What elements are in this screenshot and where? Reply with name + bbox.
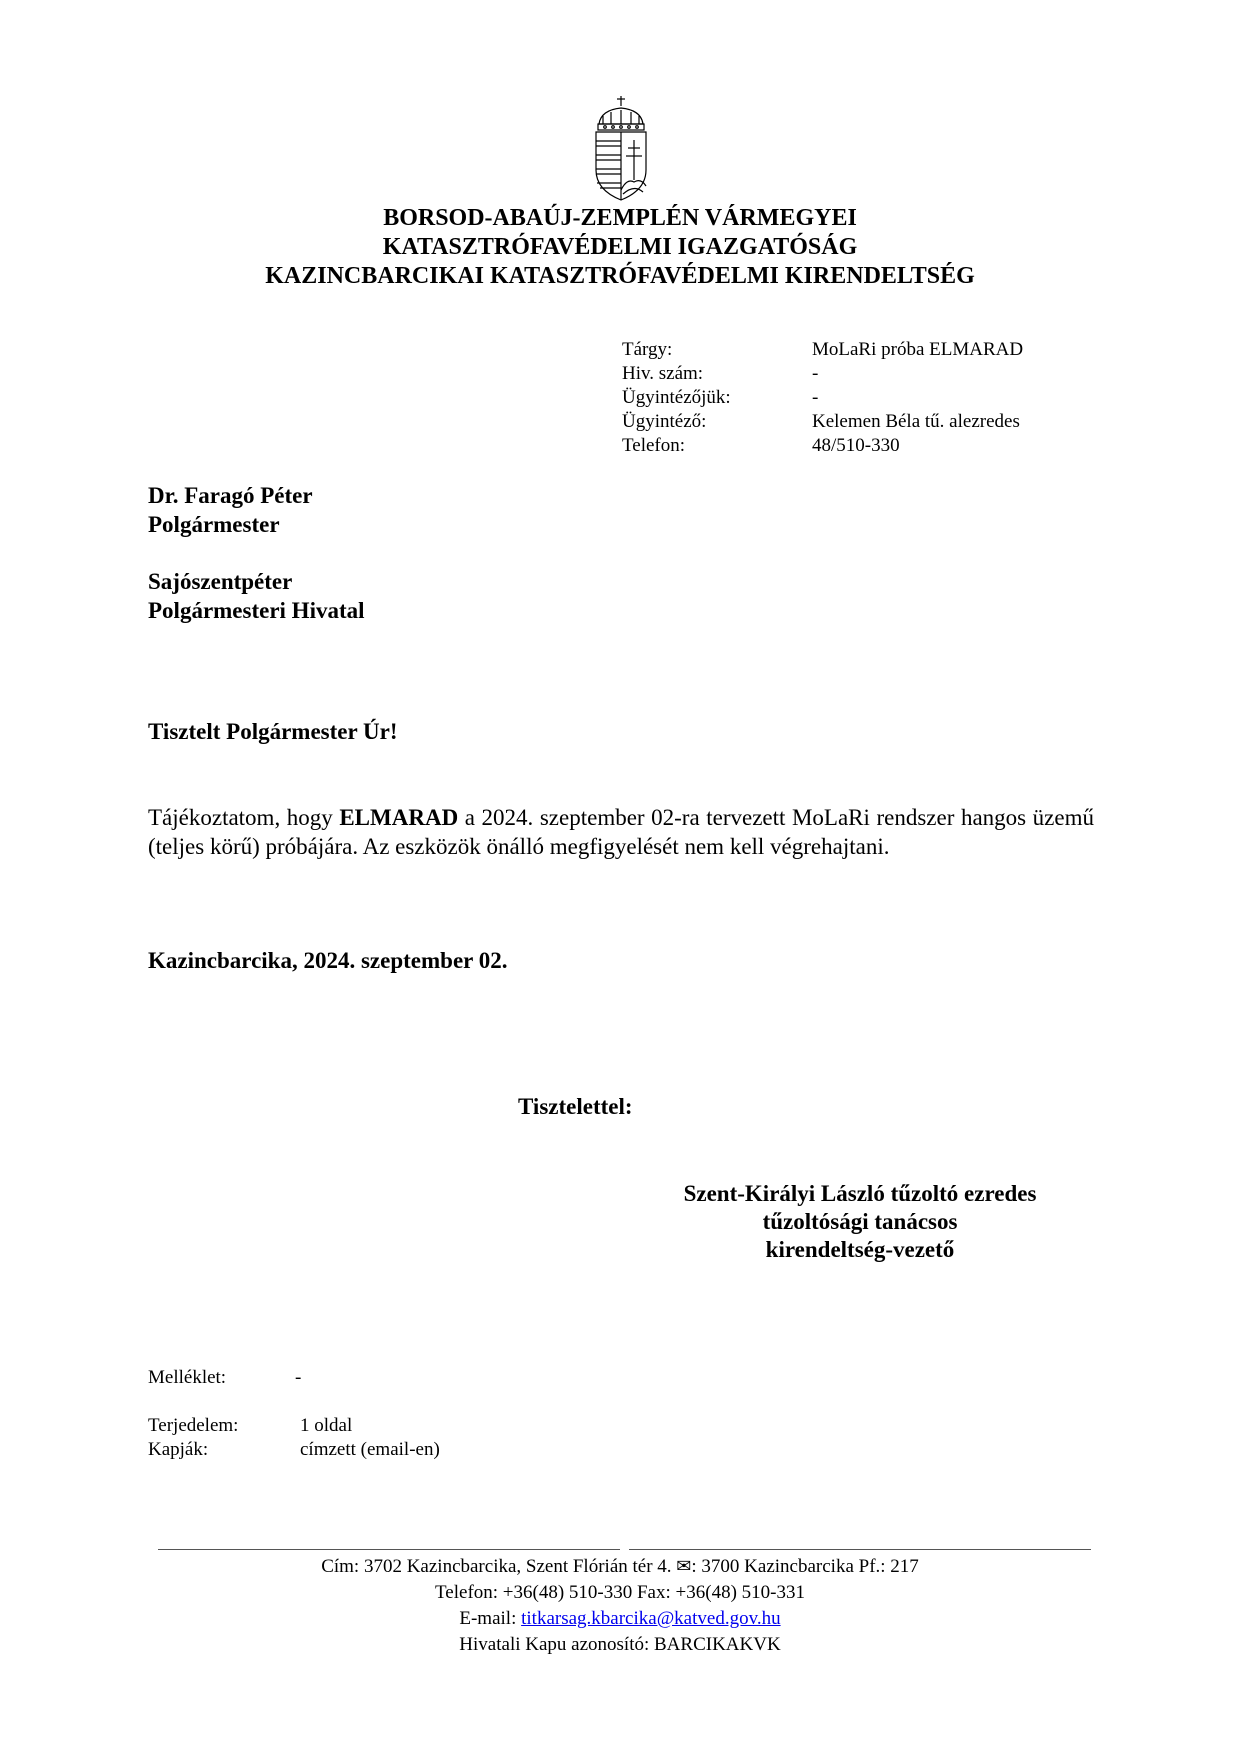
meta-label: Ügyintézőjük:: [622, 387, 731, 408]
meta-row-clerk: [622, 410, 1182, 434]
meta-label: Ügyintéző:: [622, 411, 707, 432]
meta-value: -: [812, 363, 819, 384]
header-line-3: KAZINCBARCIKAI KATASZTRÓFAVÉDELMI KIRENDELTSÉG: [265, 263, 975, 289]
extent-row: [148, 1414, 648, 1438]
meta-label: Hiv. szám:: [622, 363, 704, 384]
footer-phone-fax: Telefon: +36(48) 510-330 Fax: +36(48) 510-331: [435, 1582, 805, 1603]
recipient-city: Sajószentpéter: [148, 569, 293, 594]
attachment-label: Melléklet:: [148, 1367, 227, 1388]
attachment-value: -: [295, 1367, 302, 1388]
recipient-title: Polgármester: [148, 512, 280, 537]
meta-value: MoLaRi próba ELMARAD: [812, 339, 1024, 360]
coat-of-arms-icon: [593, 94, 649, 202]
body-text-after: a 2024. szeptember 02-ra tervezett MoLaRi rendszer hangos üzemű (teljes körű) próbájára. Az eszközök önálló megfigyelését nem kell végrehajtani.: [148, 805, 1094, 859]
recipient-office: Polgármesteri Hivatal: [148, 598, 365, 623]
attachment-row: [148, 1366, 648, 1390]
recipients-label: Kapják:: [148, 1439, 209, 1460]
salutation: Tisztelt Polgármester Úr!: [148, 719, 398, 744]
footer-kapu-id: Hivatali Kapu azonosító: BARCIKAKVK: [459, 1634, 781, 1655]
header-line-1: BORSOD-ABAÚJ-ZEMPLÉN VÁRMEGYEI: [383, 205, 857, 231]
body-text-before: Tájékoztatom, hogy: [148, 805, 340, 830]
signature-position: kirendeltség-vezető: [765, 1237, 955, 1262]
meta-value: Kelemen Béla tű. alezredes: [812, 411, 1020, 432]
meta-label: Tárgy:: [622, 339, 673, 360]
extent-label: Terjedelem:: [148, 1415, 239, 1436]
body-text-bold: ELMARAD: [339, 805, 459, 830]
recipients-value: címzett (email-en): [300, 1439, 440, 1460]
envelope-icon: ✉: [676, 1556, 692, 1577]
footer-address-line: [0, 1554, 1240, 1580]
footer-divider-right: [629, 1549, 1091, 1550]
footer-email-label: E-mail:: [459, 1608, 522, 1629]
meta-value: -: [812, 387, 819, 408]
place-date: Kazincbarcika, 2024. szeptember 02.: [148, 948, 508, 973]
body-paragraph: [148, 803, 1094, 861]
footer-address: Cím: 3702 Kazincbarcika, Szent Flórián tér 4.: [321, 1556, 672, 1577]
signature-name: Szent-Királyi László tűzoltó ezredes: [683, 1181, 1037, 1206]
closing: Tisztelettel:: [518, 1094, 633, 1119]
signature-rank: tűzoltósági tanácsos: [762, 1209, 958, 1234]
meta-row-reference: [622, 362, 1182, 386]
meta-row-phone: [622, 434, 1182, 458]
footer-postbox: : 3700 Kazincbarcika Pf.: 217: [691, 1556, 919, 1577]
footer-divider-left: [158, 1549, 620, 1550]
meta-row-their-clerk: [622, 386, 1182, 410]
extent-value: 1 oldal: [300, 1415, 353, 1436]
recipient-name: Dr. Faragó Péter: [148, 483, 313, 508]
header-line-2: KATASZTRÓFAVÉDELMI IGAZGATÓSÁG: [382, 234, 858, 260]
meta-value: 48/510-330: [812, 435, 900, 456]
recipients-row: [148, 1438, 648, 1462]
footer-email-link[interactable]: titkarsag.kbarcika@katved.gov.hu: [521, 1608, 781, 1629]
footer-email-line: [0, 1606, 1240, 1632]
meta-label: Telefon:: [622, 435, 686, 456]
meta-row-subject: [622, 338, 1182, 362]
